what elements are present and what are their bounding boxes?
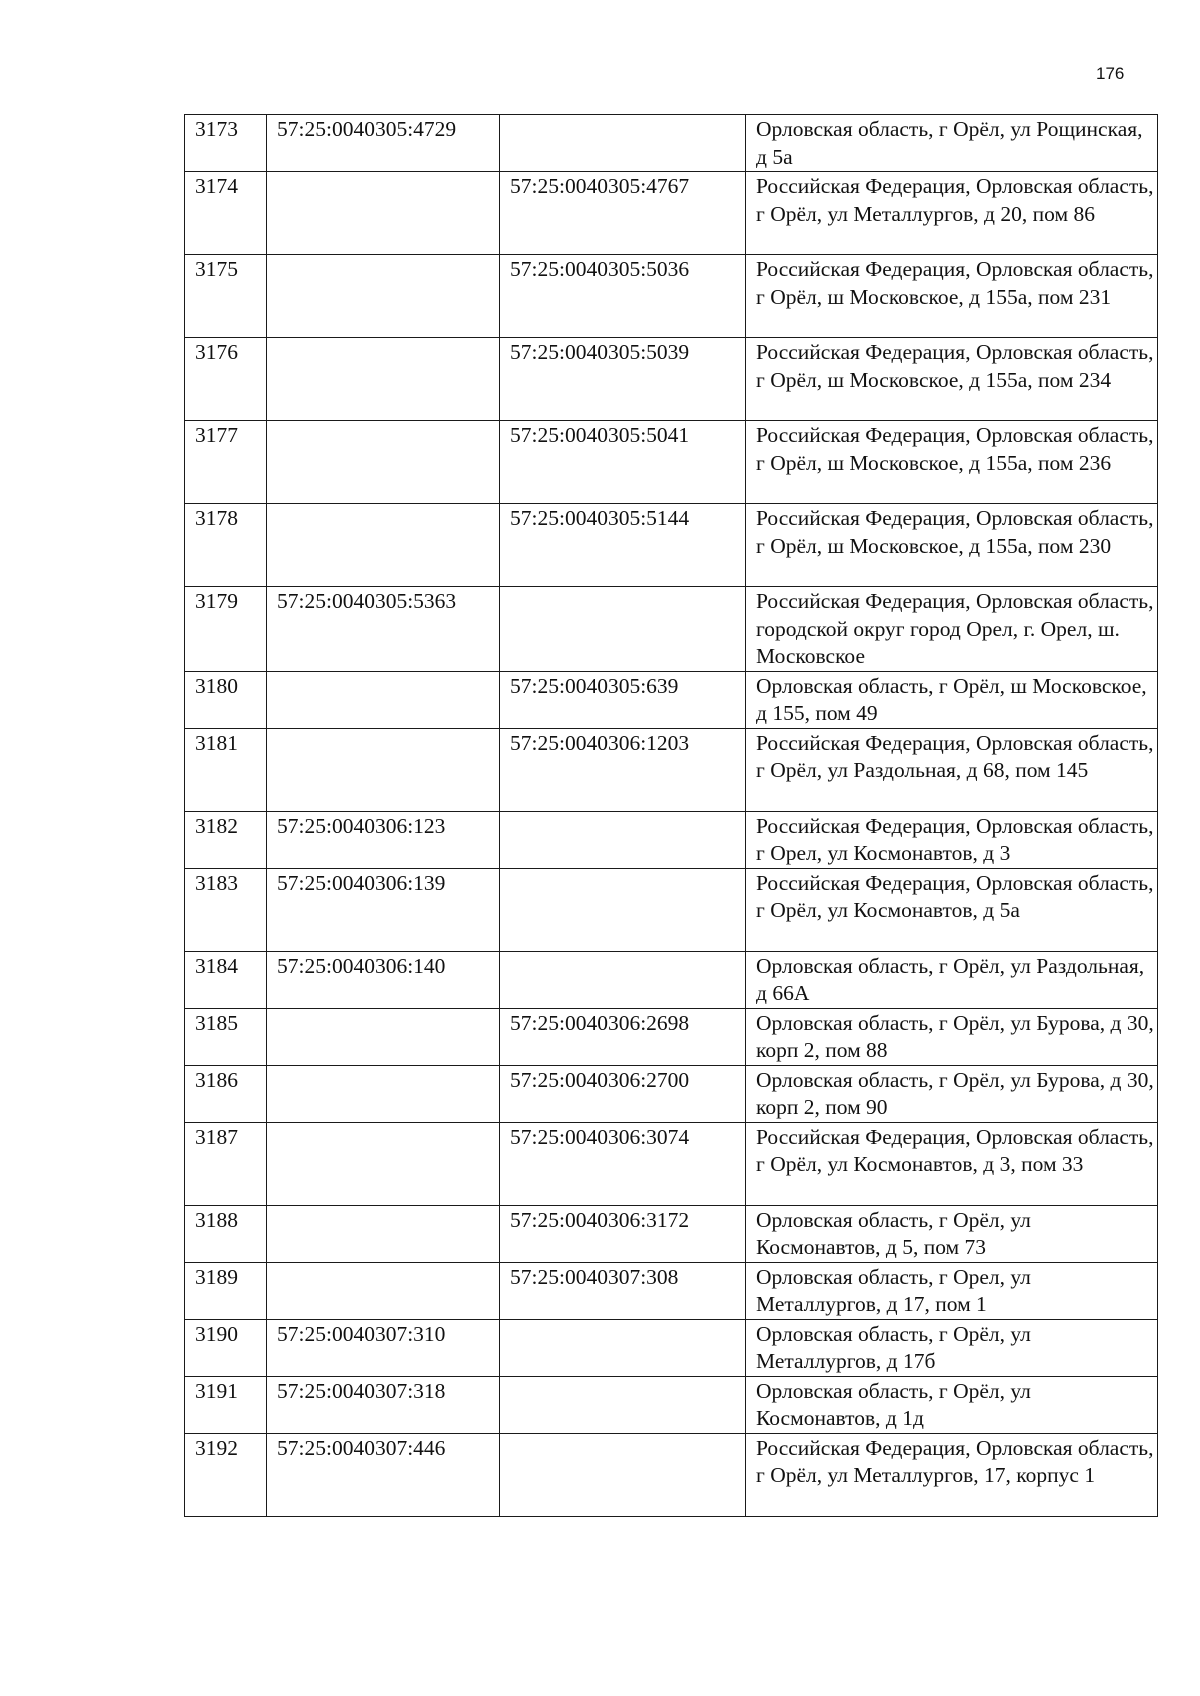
table-row bbox=[185, 115, 1158, 172]
row-number-cell: 3180 bbox=[185, 671, 267, 728]
object-cadastral-number-cell bbox=[500, 951, 746, 1008]
row-number-cell: 3183 bbox=[185, 868, 267, 951]
land-cadastral-number-cell: 57:25:0040306:123 bbox=[267, 811, 500, 868]
table-row bbox=[185, 338, 1158, 421]
address-cell: Российская Федерация, Орловская область, г Орёл, ш Московское, д 155а, пом 236 bbox=[746, 421, 1158, 504]
row-number-cell: 3179 bbox=[185, 587, 267, 672]
row-number-cell: 3181 bbox=[185, 728, 267, 811]
object-cadastral-number-cell: 57:25:0040305:5036 bbox=[500, 255, 746, 338]
table-row bbox=[185, 587, 1158, 672]
object-cadastral-number-cell: 57:25:0040306:3074 bbox=[500, 1122, 746, 1205]
land-cadastral-number-cell: 57:25:0040307:446 bbox=[267, 1433, 500, 1516]
land-cadastral-number-cell bbox=[267, 1008, 500, 1065]
object-cadastral-number-cell: 57:25:0040305:5039 bbox=[500, 338, 746, 421]
address-cell: Российская Федерация, Орловская область, г Орёл, ш Московское, д 155а, пом 231 bbox=[746, 255, 1158, 338]
address-cell: Орловская область, г Орёл, ш Московское, д 155, пом 49 bbox=[746, 671, 1158, 728]
table-row bbox=[185, 1122, 1158, 1205]
address-cell: Российская Федерация, Орловская область, г Орёл, ул Металлургов, д 20, пом 86 bbox=[746, 172, 1158, 255]
address-cell: Орловская область, г Орёл, ул Металлургов, д 17б bbox=[746, 1319, 1158, 1376]
table-row bbox=[185, 255, 1158, 338]
address-cell: Российская Федерация, Орловская область, г Орёл, ш Московское, д 155а, пом 230 bbox=[746, 504, 1158, 587]
object-cadastral-number-cell: 57:25:0040305:639 bbox=[500, 671, 746, 728]
land-cadastral-number-cell: 57:25:0040305:5363 bbox=[267, 587, 500, 672]
table-row bbox=[185, 1262, 1158, 1319]
object-cadastral-number-cell: 57:25:0040306:1203 bbox=[500, 728, 746, 811]
address-cell: Орловская область, г Орёл, ул Рощинская, д 5а bbox=[746, 115, 1158, 172]
table-row bbox=[185, 1376, 1158, 1433]
row-number-cell: 3174 bbox=[185, 172, 267, 255]
row-number-cell: 3191 bbox=[185, 1376, 267, 1433]
table-row bbox=[185, 172, 1158, 255]
table-row bbox=[185, 1065, 1158, 1122]
table-row bbox=[185, 951, 1158, 1008]
table-row bbox=[185, 421, 1158, 504]
row-number-cell: 3185 bbox=[185, 1008, 267, 1065]
land-cadastral-number-cell bbox=[267, 255, 500, 338]
row-number-cell: 3178 bbox=[185, 504, 267, 587]
object-cadastral-number-cell bbox=[500, 115, 746, 172]
object-cadastral-number-cell: 57:25:0040307:308 bbox=[500, 1262, 746, 1319]
object-cadastral-number-cell: 57:25:0040305:4767 bbox=[500, 172, 746, 255]
object-cadastral-number-cell: 57:25:0040305:5041 bbox=[500, 421, 746, 504]
table-row bbox=[185, 728, 1158, 811]
row-number-cell: 3175 bbox=[185, 255, 267, 338]
object-cadastral-number-cell bbox=[500, 1376, 746, 1433]
address-cell: Орловская область, г Орёл, ул Космонавтов, д 5, пом 73 bbox=[746, 1205, 1158, 1262]
object-cadastral-number-cell bbox=[500, 1433, 746, 1516]
row-number-cell: 3173 bbox=[185, 115, 267, 172]
address-cell: Орловская область, г Орёл, ул Космонавтов, д 1д bbox=[746, 1376, 1158, 1433]
row-number-cell: 3189 bbox=[185, 1262, 267, 1319]
row-number-cell: 3186 bbox=[185, 1065, 267, 1122]
land-cadastral-number-cell bbox=[267, 172, 500, 255]
address-cell: Орловская область, г Орёл, ул Раздольная, д 66А bbox=[746, 951, 1158, 1008]
object-cadastral-number-cell bbox=[500, 868, 746, 951]
table-row bbox=[185, 811, 1158, 868]
land-cadastral-number-cell: 57:25:0040306:140 bbox=[267, 951, 500, 1008]
land-cadastral-number-cell bbox=[267, 504, 500, 587]
land-cadastral-number-cell: 57:25:0040305:4729 bbox=[267, 115, 500, 172]
row-number-cell: 3187 bbox=[185, 1122, 267, 1205]
table-row bbox=[185, 868, 1158, 951]
land-cadastral-number-cell bbox=[267, 1065, 500, 1122]
object-cadastral-number-cell: 57:25:0040306:2698 bbox=[500, 1008, 746, 1065]
land-cadastral-number-cell: 57:25:0040306:139 bbox=[267, 868, 500, 951]
land-cadastral-number-cell bbox=[267, 1122, 500, 1205]
table-row bbox=[185, 1205, 1158, 1262]
land-cadastral-number-cell bbox=[267, 728, 500, 811]
page-number: 176 bbox=[1096, 64, 1125, 83]
row-number-cell: 3188 bbox=[185, 1205, 267, 1262]
table-row bbox=[185, 504, 1158, 587]
land-cadastral-number-cell bbox=[267, 671, 500, 728]
object-cadastral-number-cell bbox=[500, 587, 746, 672]
object-cadastral-number-cell bbox=[500, 811, 746, 868]
object-cadastral-number-cell bbox=[500, 1319, 746, 1376]
address-cell: Российская Федерация, Орловская область, г Орёл, ул Металлургов, 17, корпус 1 bbox=[746, 1433, 1158, 1516]
address-cell: Российская Федерация, Орловская область, г Орёл, ш Московское, д 155а, пом 234 bbox=[746, 338, 1158, 421]
row-number-cell: 3190 bbox=[185, 1319, 267, 1376]
land-cadastral-number-cell bbox=[267, 338, 500, 421]
row-number-cell: 3182 bbox=[185, 811, 267, 868]
land-cadastral-number-cell: 57:25:0040307:318 bbox=[267, 1376, 500, 1433]
object-cadastral-number-cell: 57:25:0040306:3172 bbox=[500, 1205, 746, 1262]
row-number-cell: 3176 bbox=[185, 338, 267, 421]
address-cell: Орловская область, г Орёл, ул Бурова, д 30, корп 2, пом 88 bbox=[746, 1008, 1158, 1065]
land-cadastral-number-cell: 57:25:0040307:310 bbox=[267, 1319, 500, 1376]
table-row bbox=[185, 1433, 1158, 1516]
cadastral-table bbox=[184, 114, 1158, 1517]
address-cell: Российская Федерация, Орловская область, г Орёл, ул Космонавтов, д 5а bbox=[746, 868, 1158, 951]
row-number-cell: 3177 bbox=[185, 421, 267, 504]
land-cadastral-number-cell bbox=[267, 1205, 500, 1262]
row-number-cell: 3184 bbox=[185, 951, 267, 1008]
table-row bbox=[185, 1008, 1158, 1065]
address-cell: Российская Федерация, Орловская область, г Орел, ул Космонавтов, д 3 bbox=[746, 811, 1158, 868]
land-cadastral-number-cell bbox=[267, 421, 500, 504]
object-cadastral-number-cell: 57:25:0040306:2700 bbox=[500, 1065, 746, 1122]
row-number-cell: 3192 bbox=[185, 1433, 267, 1516]
land-cadastral-number-cell bbox=[267, 1262, 500, 1319]
table-row bbox=[185, 1319, 1158, 1376]
address-cell: Российская Федерация, Орловская область, г Орёл, ул Раздольная, д 68, пом 145 bbox=[746, 728, 1158, 811]
address-cell: Орловская область, г Орёл, ул Бурова, д 30, корп 2, пом 90 bbox=[746, 1065, 1158, 1122]
address-cell: Российская Федерация, Орловская область, г Орёл, ул Космонавтов, д 3, пом 33 bbox=[746, 1122, 1158, 1205]
address-cell: Орловская область, г Орел, ул Металлургов, д 17, пом 1 bbox=[746, 1262, 1158, 1319]
object-cadastral-number-cell: 57:25:0040305:5144 bbox=[500, 504, 746, 587]
table-row bbox=[185, 671, 1158, 728]
address-cell: Российская Федерация, Орловская область, городской округ город Орел, г. Орел, ш. Московское bbox=[746, 587, 1158, 672]
